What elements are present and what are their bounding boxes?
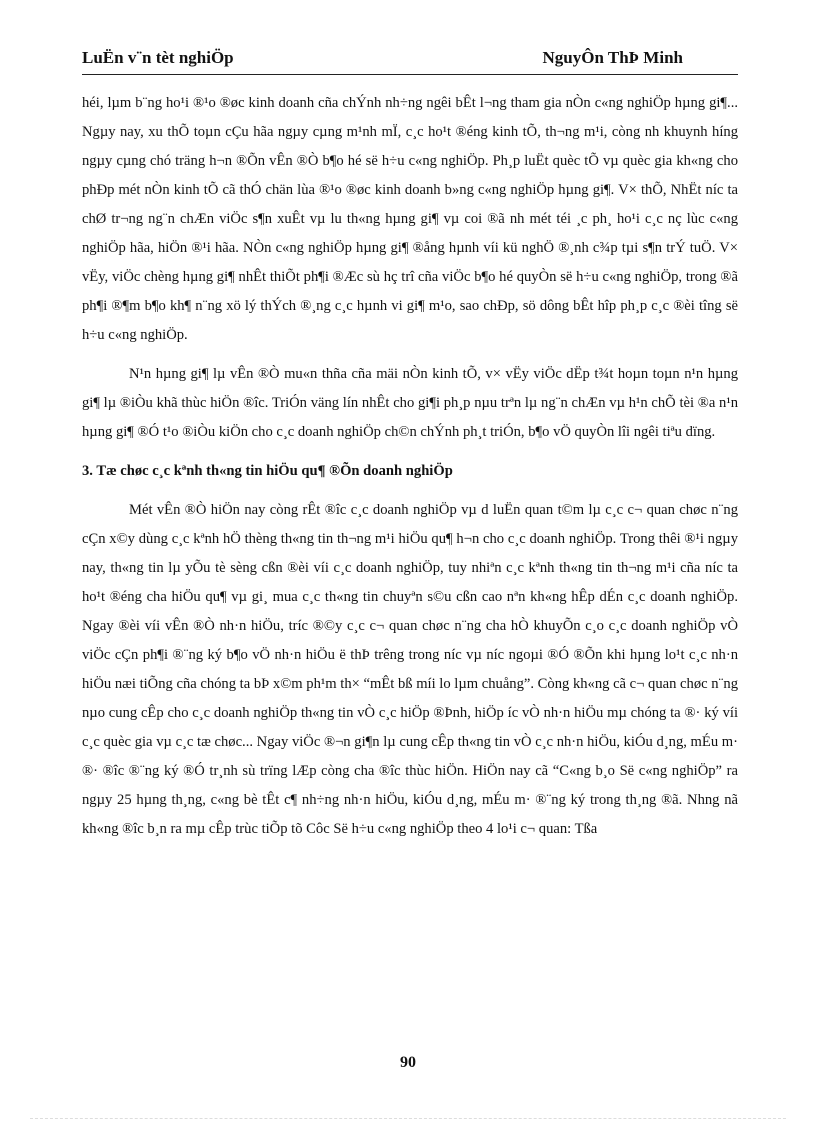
page-header <box>82 48 738 74</box>
page-bottom-edge <box>30 1118 786 1119</box>
paragraph-information-channels: Mét vÊn ®Ò hiÖn nay còng rÊt ®îc c¸c doanh nghiÖp vµ d luËn quan t©m lµ c¸c c¬ quan chøc n¨ng cÇn x©y dùng c¸c kªnh hÖ thèng th«ng tin th¬ng m¹i hiÖu qu¶ h¬n cho c¸c doanh nghiÖp. Trong thêi ®¹i ngµy nay, th«ng tin lµ yÕu tè sèng cßn ®èi víi c¸c doanh nghiÖp, tuy nhiªn c¸c kªnh th«ng tin th¬ng m¹i cña níc ta ho¹t ®éng cha hiÖu qu¶ vµ gi¸ mua c¸c th«ng tin chuyªn s©u cßn cao nªn kh«ng hÊp dÉn c¸c doanh nghiÖp. Ngay ®èi víi vÊn ®Ò nh·n hiÖu, tríc ®©y c¸c c¬ quan chøc n¨ng cha hÒ khuyÕn c¸o c¸c doanh nghiÖp vÒ viÖc cÇn ph¶i ®¨ng ký b¶o vÖ nh·n hiÖu ë thÞ trêng trong níc vµ níc ngoµi ®Ó ®Õn khi hµng lo¹t c¸c nh·n hiÖu næi tiÕng cña chóng ta bÞ x©m ph¹m th× “mÊt bß míi lo lµm chuång”. Còng kh«ng cã c¬ quan chøc n¨ng nµo cung cÊp cho c¸c doanh nghiÖp th«ng tin vÒ c¸c hiÖp ®Þnh, hiÖp íc vÒ nh·n hiÖu mµ chóng ta ®· ký víi c¸c quèc gia vµ c¸c tæ chøc... Ngay viÖc ®¬n gi¶n lµ cung cÊp th«ng tin vÒ c¸c nh·n hiÖu, kiÓu d¸ng, mÉu m· ®· ®îc ®¨ng ký ®Ó tr¸nh sù trïng lÆp còng cha ®îc thùc hiÖn. HiÖn nay cã “C«ng b¸o Së c«ng nghiÖp” ra ngµy 25 hµng th¸ng, c«ng bè tÊt c¶ nh÷ng nh·n hiÖu, kiÓu d¸ng, mÉu m· ®¨ng ký trong th¸ng ®ã. Nhng nã kh«ng ®îc b¸n ra mµ cÊp trùc tiÕp tõ Côc Së h÷u c«ng nghiÖp theo 4 lo¹i c¬ quan: Tßa <box>82 502 739 837</box>
page-body <box>82 89 738 854</box>
header-author-name: NguyÔn ThÞ Minh <box>542 48 683 67</box>
page-number: 90 <box>400 1054 416 1071</box>
header-divider <box>82 74 738 75</box>
section-heading: 3. Tæ chøc c¸c kªnh th«ng tin hiÖu qu¶ ®Õn doanh nghiÖp <box>82 463 453 479</box>
header-thesis-title: LuËn v¨n tèt nghiÖp <box>82 48 234 67</box>
paragraph-continued: héi, lµm b¨ng ho¹i ®¹o ®øc kinh doanh cña chÝnh nh÷ng ngêi bÊt l¬ng tham gia nÒn c«ng nghiÖp hµng gi¶... Ngµy nay, xu thÕ toµn cÇu hãa ngµy cµng m¹nh mÏ, c¸c ho¹t ®éng kinh tÕ, th¬ng m¹i, còng nh khuynh híng ngµy cµng chó träng h¬n ®Õn vÊn ®Ò b¶o hé së h÷u c«ng nghiÖp. Ph¸p luËt quèc tÕ vµ quèc gia kh«ng cho phÐp mét nÒn kinh tÕ cã thÓ chän lùa ®¹o ®øc kinh doanh b»ng c«ng nghiÖp hµng gi¶. V× thÕ, NhËt níc ta chØ tr¬ng ng¨n chÆn viÖc s¶n xuÊt vµ lu th«ng hµng gi¶ vµ coi ®ã nh mét téi ¸c ph¸ ho¹i c¸c nç lùc c«ng nghiÖp hãa, hiÖn ®¹i hãa. NÒn c«ng nghiÖp hµng gi¶ ®ång hµnh víi kü nghÖ ®¸nh c¾p tµi s¶n trÝ tuÖ. V× vËy, viÖc chèng hµng gi¶ nhÊt thiÕt ph¶i ®Æc sù hç trî cña viÖc b¶o hé quyÒn së h÷u c«ng nghiÖp, trong ®ã ph¶i ®¶m b¶o kh¶ n¨ng xö lý thÝch ®¸ng c¸c hµnh vi gi¶ m¹o, sao chÐp, sö dông bÊt hîp ph¸p c¸c ®èi tîng së h÷u c«ng nghiÖp. <box>82 95 738 343</box>
paragraph-counterfeit: N¹n hµng gi¶ lµ vÊn ®Ò mu«n thña cña mäi nÒn kinh tÕ, v× vËy viÖc dËp t¾t hoµn toµn n¹n hµng gi¶ lµ ®iÒu khã thùc hiÖn ®îc. TriÓn väng lín nhÊt cho gi¶i ph¸p nµu trªn lµ ng¨n chÆn vµ h¹n chÕ tèi ®a n¹n hµng gi¶ ®Ó t¹o ®iÒu kiÖn cho c¸c doanh nghiÖp ch©n chÝnh ph¸t triÓn, b¶o vÖ quyÒn lîi ngêi tiªu dïng. <box>82 366 738 440</box>
